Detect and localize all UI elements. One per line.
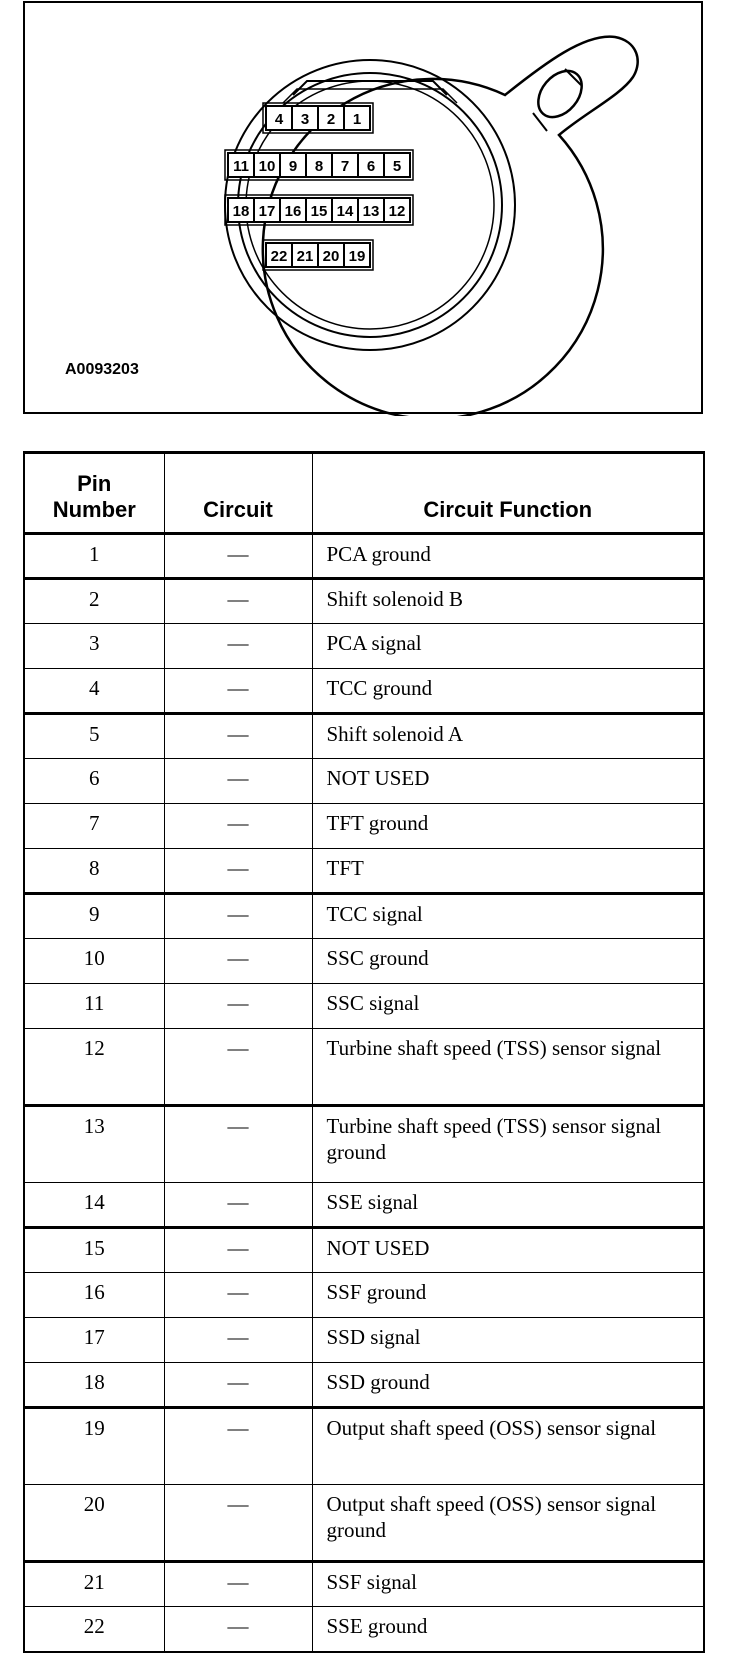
header-pin-line2: Number: [52, 497, 136, 522]
circuit-cell: —: [164, 1183, 312, 1228]
pin-label: 3: [300, 111, 310, 128]
circuit-cell: —: [164, 1363, 312, 1408]
table-row: [24, 579, 704, 624]
table-row: [24, 894, 704, 939]
latch-icon: [529, 63, 590, 131]
pin-number-cell: 4: [24, 669, 164, 714]
circuit-function-cell: Turbine shaft speed (TSS) sensor signal ground: [312, 1106, 704, 1183]
pin-rows: [24, 534, 704, 1652]
pin-number-cell: 22: [24, 1607, 164, 1652]
pin-label: 19: [348, 248, 366, 265]
pin-label: 12: [388, 203, 406, 220]
circuit-cell: —: [164, 624, 312, 669]
table-row: [24, 984, 704, 1029]
circuit-cell: —: [164, 714, 312, 759]
pin-number-cell: 12: [24, 1029, 164, 1106]
figure-id: A0093203: [65, 361, 139, 378]
pin-number-cell: 20: [24, 1485, 164, 1562]
pin-label: 21: [296, 248, 314, 265]
circuit-function-cell: Shift solenoid B: [312, 579, 704, 624]
circuit-function-cell: PCA ground: [312, 534, 704, 579]
circuit-function-cell: NOT USED: [312, 1228, 704, 1273]
connector-drawing: [25, 3, 705, 416]
circuit-cell: —: [164, 534, 312, 579]
table-row: [24, 1106, 704, 1183]
pin-label: 15: [310, 203, 328, 220]
pin-number-cell: 2: [24, 579, 164, 624]
pin-number-cell: 15: [24, 1228, 164, 1273]
circuit-function-cell: TFT: [312, 849, 704, 894]
pin-number-cell: 13: [24, 1106, 164, 1183]
table-row: [24, 714, 704, 759]
pin-label: 11: [233, 158, 249, 175]
circuit-function-cell: SSD ground: [312, 1363, 704, 1408]
circuit-function-cell: SSF ground: [312, 1273, 704, 1318]
circuit-cell: —: [164, 849, 312, 894]
circuit-cell: —: [164, 1408, 312, 1485]
pin-label: 8: [314, 158, 324, 175]
pin-number-cell: 3: [24, 624, 164, 669]
pin-label: 1: [352, 111, 362, 128]
circuit-cell: —: [164, 1228, 312, 1273]
table-row: [24, 1183, 704, 1228]
circuit-function-cell: Turbine shaft speed (TSS) sensor signal: [312, 1029, 704, 1106]
table-row: [24, 1273, 704, 1318]
pin-number-cell: 1: [24, 534, 164, 579]
header-circuit-function: Circuit Function: [312, 453, 704, 534]
circuit-function-cell: SSE ground: [312, 1607, 704, 1652]
circuit-cell: —: [164, 1607, 312, 1652]
circuit-cell: —: [164, 984, 312, 1029]
circuit-function-cell: SSC ground: [312, 939, 704, 984]
circuit-cell: —: [164, 669, 312, 714]
pin-number-cell: 8: [24, 849, 164, 894]
circuit-function-cell: SSE signal: [312, 1183, 704, 1228]
table-row: [24, 1485, 704, 1562]
pin-label: 2: [326, 111, 336, 128]
table-row: [24, 804, 704, 849]
table-row: [24, 1318, 704, 1363]
circuit-cell: —: [164, 1273, 312, 1318]
pin-label: 20: [322, 248, 340, 265]
table-row: [24, 1607, 704, 1652]
circuit-cell: —: [164, 1562, 312, 1607]
circuit-function-cell: TCC signal: [312, 894, 704, 939]
pin-label: 5: [392, 158, 402, 175]
table-row: [24, 1228, 704, 1273]
pin-label: 6: [366, 158, 376, 175]
pin-number-cell: 6: [24, 759, 164, 804]
circuit-function-cell: Output shaft speed (OSS) sensor signal ground: [312, 1485, 704, 1562]
circuit-cell: —: [164, 939, 312, 984]
circuit-cell: —: [164, 759, 312, 804]
pin-label: 9: [288, 158, 298, 175]
table-row: [24, 669, 704, 714]
circuit-function-cell: Shift solenoid A: [312, 714, 704, 759]
circuit-function-cell: TFT ground: [312, 804, 704, 849]
pin-label: 4: [274, 111, 284, 128]
pin-label: 7: [340, 158, 350, 175]
table-row: [24, 1029, 704, 1106]
pin-number-cell: 16: [24, 1273, 164, 1318]
pin-number-cell: 7: [24, 804, 164, 849]
pin-number-cell: 21: [24, 1562, 164, 1607]
pin-label: 14: [336, 203, 354, 220]
circuit-cell: —: [164, 804, 312, 849]
table-row: [24, 1363, 704, 1408]
table-row: [24, 849, 704, 894]
circuit-function-cell: Output shaft speed (OSS) sensor signal: [312, 1408, 704, 1485]
circuit-cell: —: [164, 894, 312, 939]
pin-number-cell: 19: [24, 1408, 164, 1485]
circuit-function-cell: PCA signal: [312, 624, 704, 669]
table-row: [24, 759, 704, 804]
pin-label: 17: [258, 203, 276, 220]
header-circuit: Circuit: [164, 453, 312, 534]
pin-number-cell: 14: [24, 1183, 164, 1228]
pin-label: 13: [362, 203, 380, 220]
pin-number-cell: 17: [24, 1318, 164, 1363]
pin-table: [23, 451, 705, 1653]
connector-figure: [23, 1, 703, 414]
pin-number-cell: 5: [24, 714, 164, 759]
header-pin-line1: Pin: [77, 471, 112, 496]
circuit-function-cell: NOT USED: [312, 759, 704, 804]
table-row: [24, 624, 704, 669]
table-header-row: [24, 453, 704, 534]
circuit-function-cell: TCC ground: [312, 669, 704, 714]
circuit-function-cell: SSF signal: [312, 1562, 704, 1607]
pin-number-cell: 18: [24, 1363, 164, 1408]
table-row: [24, 534, 704, 579]
circuit-cell: —: [164, 579, 312, 624]
circuit-function-cell: SSD signal: [312, 1318, 704, 1363]
header-pin-number: [24, 453, 164, 534]
circuit-cell: —: [164, 1029, 312, 1106]
table-row: [24, 1562, 704, 1607]
pin-number-cell: 11: [24, 984, 164, 1029]
circuit-cell: —: [164, 1485, 312, 1562]
pin-label: 22: [270, 248, 288, 265]
pin-number-cell: 9: [24, 894, 164, 939]
pin-label: 10: [258, 158, 276, 175]
pin-number-cell: 10: [24, 939, 164, 984]
circuit-function-cell: SSC signal: [312, 984, 704, 1029]
circuit-cell: —: [164, 1318, 312, 1363]
circuit-cell: —: [164, 1106, 312, 1183]
pin-label: 18: [232, 203, 250, 220]
table-row: [24, 939, 704, 984]
table-row: [24, 1408, 704, 1485]
pin-label: 16: [284, 203, 302, 220]
